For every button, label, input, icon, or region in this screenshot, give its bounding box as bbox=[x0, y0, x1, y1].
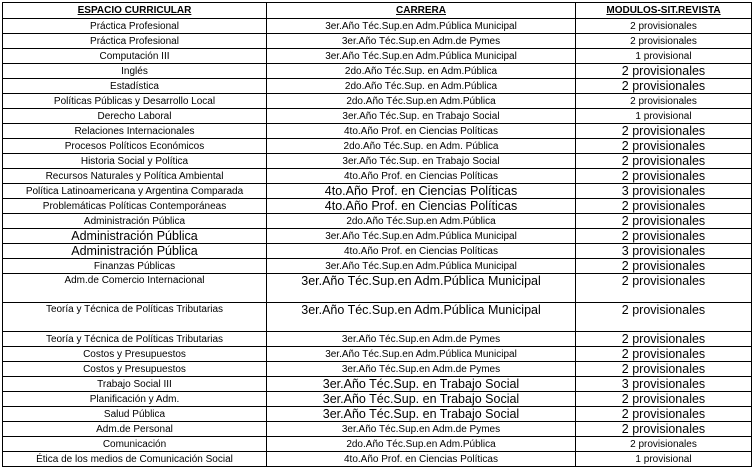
table-row bbox=[3, 34, 752, 49]
cell-carrera: 2do.Año Téc.Sup. en Adm.Pública bbox=[267, 64, 576, 79]
table-row bbox=[3, 94, 752, 109]
cell-modulos: 3 provisionales bbox=[576, 377, 752, 392]
table-row bbox=[3, 437, 752, 452]
table-row bbox=[3, 362, 752, 377]
cell-espacio: Estadística bbox=[3, 79, 267, 94]
cell-carrera: 3er.Año Téc.Sup.en Adm.de Pymes bbox=[267, 34, 576, 49]
header-carrera: CARRERA bbox=[267, 3, 576, 19]
cell-espacio: Comunicación bbox=[3, 437, 267, 452]
cell-modulos: 2 provisionales bbox=[576, 124, 752, 139]
cell-modulos: 2 provisionales bbox=[576, 332, 752, 347]
cell-carrera: 4to.Año Prof. en Ciencias Políticas bbox=[267, 169, 576, 184]
cell-espacio: Políticas Públicas y Desarrollo Local bbox=[3, 94, 267, 109]
cell-carrera: 3er.Año Téc.Sup. en Trabajo Social bbox=[267, 109, 576, 124]
table-row bbox=[3, 407, 752, 422]
curricular-table bbox=[2, 2, 752, 467]
table-row bbox=[3, 19, 752, 34]
cell-carrera: 3er.Año Téc.Sup.en Adm.Pública Municipal bbox=[267, 274, 576, 303]
cell-espacio: Derecho Laboral bbox=[3, 109, 267, 124]
cell-modulos: 1 provisional bbox=[576, 109, 752, 124]
cell-carrera: 3er.Año Téc.Sup.en Adm.Pública Municipal bbox=[267, 259, 576, 274]
cell-carrera: 3er.Año Téc.Sup. en Trabajo Social bbox=[267, 377, 576, 392]
table-row bbox=[3, 377, 752, 392]
cell-carrera: 3er.Año Téc.Sup.en Adm.Pública Municipal bbox=[267, 19, 576, 34]
cell-modulos: 3 provisionales bbox=[576, 184, 752, 199]
cell-espacio: Recursos Naturales y Política Ambiental bbox=[3, 169, 267, 184]
cell-carrera: 3er.Año Téc.Sup. en Trabajo Social bbox=[267, 154, 576, 169]
cell-modulos: 2 provisionales bbox=[576, 154, 752, 169]
cell-espacio: Ética de los medios de Comunicación Social bbox=[3, 452, 267, 467]
cell-espacio: Trabajo Social III bbox=[3, 377, 267, 392]
table-row bbox=[3, 124, 752, 139]
table-row bbox=[3, 184, 752, 199]
cell-espacio: Relaciones Internacionales bbox=[3, 124, 267, 139]
table-row bbox=[3, 154, 752, 169]
cell-modulos: 2 provisionales bbox=[576, 274, 752, 303]
cell-modulos: 2 provisionales bbox=[576, 437, 752, 452]
cell-carrera: 3er.Año Téc.Sup.en Adm.de Pymes bbox=[267, 332, 576, 347]
cell-carrera: 4to.Año Prof. en Ciencias Políticas bbox=[267, 124, 576, 139]
cell-modulos: 3 provisionales bbox=[576, 244, 752, 259]
header-modulos-sit-revista: MODULOS-SIT.REVISTA bbox=[576, 3, 752, 19]
cell-modulos: 2 provisionales bbox=[576, 303, 752, 332]
cell-modulos: 2 provisionales bbox=[576, 214, 752, 229]
cell-espacio: Administración Pública bbox=[3, 244, 267, 259]
table-row bbox=[3, 229, 752, 244]
cell-carrera: 3er.Año Téc.Sup. en Trabajo Social bbox=[267, 392, 576, 407]
table-row bbox=[3, 199, 752, 214]
table-row bbox=[3, 64, 752, 79]
cell-espacio: Costos y Presupuestos bbox=[3, 362, 267, 377]
cell-modulos: 2 provisionales bbox=[576, 79, 752, 94]
cell-espacio: Computación III bbox=[3, 49, 267, 64]
cell-espacio: Finanzas Públicas bbox=[3, 259, 267, 274]
table-row bbox=[3, 169, 752, 184]
cell-modulos: 2 provisionales bbox=[576, 229, 752, 244]
table-row bbox=[3, 347, 752, 362]
table-row bbox=[3, 244, 752, 259]
cell-carrera: 3er.Año Téc.Sup.en Adm.de Pymes bbox=[267, 422, 576, 437]
cell-espacio: Adm.de Personal bbox=[3, 422, 267, 437]
cell-carrera: 4to.Año Prof. en Ciencias Políticas bbox=[267, 184, 576, 199]
table-row bbox=[3, 422, 752, 437]
cell-modulos: 2 provisionales bbox=[576, 362, 752, 377]
cell-espacio: Administración Pública bbox=[3, 214, 267, 229]
table-row bbox=[3, 392, 752, 407]
table-row bbox=[3, 303, 752, 332]
table-row bbox=[3, 139, 752, 154]
cell-modulos: 2 provisionales bbox=[576, 64, 752, 79]
cell-carrera: 3er.Año Téc.Sup.en Adm.Pública Municipal bbox=[267, 347, 576, 362]
cell-carrera: 3er.Año Téc.Sup.en Adm.de Pymes bbox=[267, 362, 576, 377]
table-row bbox=[3, 274, 752, 303]
cell-modulos: 2 provisionales bbox=[576, 199, 752, 214]
cell-carrera: 2do.Año Téc.Sup.en Adm.Pública bbox=[267, 214, 576, 229]
cell-modulos: 2 provisionales bbox=[576, 19, 752, 34]
cell-espacio: Práctica Profesional bbox=[3, 34, 267, 49]
cell-carrera: 2do.Año Téc.Sup.en Adm.Pública bbox=[267, 437, 576, 452]
cell-espacio: Problemáticas Políticas Contemporáneas bbox=[3, 199, 267, 214]
cell-modulos: 2 provisionales bbox=[576, 34, 752, 49]
header-row bbox=[3, 3, 752, 19]
table-row bbox=[3, 214, 752, 229]
cell-modulos: 2 provisionales bbox=[576, 407, 752, 422]
cell-modulos: 1 provisional bbox=[576, 49, 752, 64]
cell-espacio: Administración Pública bbox=[3, 229, 267, 244]
cell-espacio: Planificación y Adm. bbox=[3, 392, 267, 407]
cell-espacio: Historia Social y Política bbox=[3, 154, 267, 169]
cell-espacio: Inglés bbox=[3, 64, 267, 79]
table-row bbox=[3, 109, 752, 124]
cell-carrera: 3er.Año Téc.Sup.en Adm.Pública Municipal bbox=[267, 229, 576, 244]
cell-espacio: Teoría y Técnica de Políticas Tributarias bbox=[3, 332, 267, 347]
cell-modulos: 2 provisionales bbox=[576, 422, 752, 437]
cell-carrera: 3er.Año Téc.Sup.en Adm.Pública Municipal bbox=[267, 303, 576, 332]
header-espacio-curricular: ESPACIO CURRICULAR bbox=[3, 3, 267, 19]
cell-espacio: Costos y Presupuestos bbox=[3, 347, 267, 362]
table-row bbox=[3, 79, 752, 94]
table-row bbox=[3, 332, 752, 347]
cell-carrera: 4to.Año Prof. en Ciencias Políticas bbox=[267, 452, 576, 467]
cell-espacio: Salud Pública bbox=[3, 407, 267, 422]
table-row bbox=[3, 259, 752, 274]
cell-modulos: 2 provisionales bbox=[576, 392, 752, 407]
cell-espacio: Adm.de Comercio Internacional bbox=[3, 274, 267, 303]
cell-modulos: 2 provisionales bbox=[576, 259, 752, 274]
cell-modulos: 2 provisionales bbox=[576, 347, 752, 362]
cell-modulos: 2 provisionales bbox=[576, 94, 752, 109]
cell-espacio: Teoría y Técnica de Políticas Tributarias bbox=[3, 303, 267, 332]
cell-carrera: 4to.Año Prof. en Ciencias Políticas bbox=[267, 244, 576, 259]
cell-carrera: 2do.Año Téc.Sup.en Adm.Pública bbox=[267, 94, 576, 109]
cell-carrera: 2do.Año Téc.Sup. en Adm. Pública bbox=[267, 139, 576, 154]
cell-espacio: Práctica Profesional bbox=[3, 19, 267, 34]
cell-espacio: Política Latinoamericana y Argentina Comparada bbox=[3, 184, 267, 199]
table-row bbox=[3, 452, 752, 467]
cell-carrera: 2do.Año Téc.Sup. en Adm.Pública bbox=[267, 79, 576, 94]
cell-modulos: 2 provisionales bbox=[576, 139, 752, 154]
cell-carrera: 3er.Año Téc.Sup.en Adm.Pública Municipal bbox=[267, 49, 576, 64]
cell-espacio: Procesos Políticos Económicos bbox=[3, 139, 267, 154]
table-row bbox=[3, 49, 752, 64]
cell-modulos: 2 provisionales bbox=[576, 169, 752, 184]
cell-carrera: 3er.Año Téc.Sup. en Trabajo Social bbox=[267, 407, 576, 422]
cell-carrera: 4to.Año Prof. en Ciencias Políticas bbox=[267, 199, 576, 214]
cell-modulos: 1 provisional bbox=[576, 452, 752, 467]
